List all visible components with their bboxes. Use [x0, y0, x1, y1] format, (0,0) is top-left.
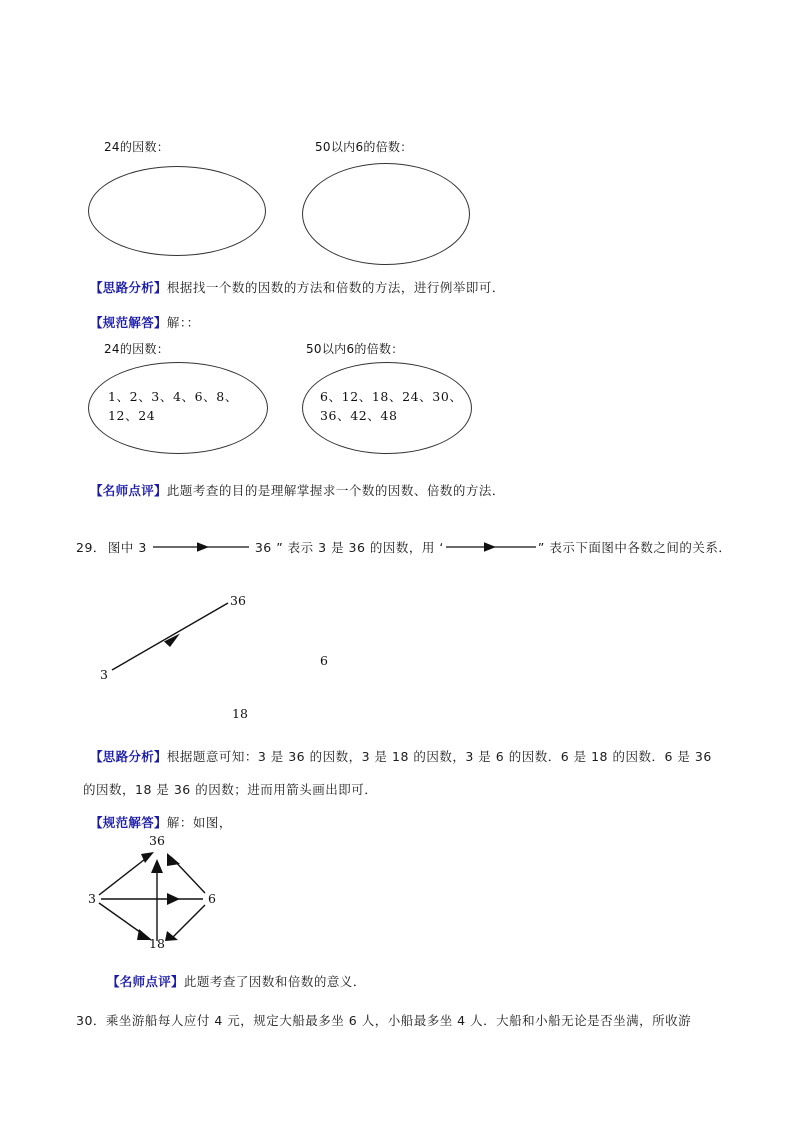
q29-problem-diagram: [80, 585, 380, 725]
q28-comment-row: [90, 481, 505, 499]
q29-number: 29．: [76, 540, 106, 555]
left-values-line-2: 12、24: [108, 408, 156, 423]
answer-set-left-label: 24的因数：: [104, 342, 170, 356]
comment-tag: 【名师点评】: [90, 483, 167, 498]
blank-set-right-label: 50以内6的倍数：: [315, 140, 413, 154]
q29-stem-row: [76, 538, 731, 556]
q29-answer-node-36: 36: [149, 833, 165, 848]
inline-arrow-icon-2: [446, 541, 536, 553]
blank-ellipse-right: [302, 163, 470, 265]
analysis-tag: 【思路分析】: [90, 280, 167, 295]
q30-text: 乘坐游船每人应付 4 元，规定大船最多坐 6 人，小船最多坐 4 人．大船和小船无论是否坐满，所收游: [105, 1013, 692, 1028]
answer-tag: 【规范解答】: [90, 315, 167, 330]
q29-answer-node-6: 6: [208, 891, 216, 906]
q29-comment-row: [107, 972, 366, 990]
answer-tag-2: 【规范解答】: [90, 815, 167, 830]
analysis-tag-2: 【思路分析】: [90, 749, 167, 764]
q28-analysis-text: 根据找一个数的因数的方法和倍数的方法，进行例举即可．: [166, 280, 505, 295]
answer-ellipse-right-content: [320, 387, 472, 425]
answer-ellipse-left-content: [108, 387, 258, 425]
q29-stem-part2: 36 ” 表示 3 是 36 的因数，用 ‘: [254, 540, 444, 555]
q30-number: 30．: [76, 1013, 106, 1028]
q29-stem-part1: 图中 3: [107, 540, 147, 555]
q28-answer-prefix: 解：：: [166, 315, 200, 330]
q28-answer-row: [90, 313, 200, 331]
blank-ellipse-left: [88, 166, 266, 256]
q28-analysis-row: [90, 278, 505, 296]
q29-problem-node-6: 6: [320, 653, 328, 668]
q29-comment-text: 此题考查了因数和倍数的意义．: [183, 974, 366, 989]
q29-problem-node-36: 36: [230, 593, 246, 608]
q29-analysis-line1: 根据题意可知：3 是 36 的因数，3 是 18 的因数，3 是 6 的因数．6 是 18 的因数．6 是 36: [166, 749, 712, 764]
q29-problem-node-3: 3: [100, 667, 108, 682]
answer-set-right-label: 50以内6的倍数：: [306, 342, 404, 356]
q29-answer-node-18: 18: [149, 936, 165, 951]
q29-answer-row: [90, 813, 232, 831]
right-values-line-2: 36、42、48: [320, 408, 398, 423]
q29-problem-node-18: 18: [232, 706, 248, 721]
q29-answer-prefix: 解：如图，: [166, 815, 232, 830]
comment-tag-2: 【名师点评】: [107, 974, 184, 989]
q29-analysis-row: [90, 747, 712, 765]
q29-answer-node-3: 3: [88, 891, 96, 906]
q30-row: [76, 1011, 691, 1029]
right-values-line-1: 6、12、18、24、30、: [320, 389, 463, 404]
q29-analysis-line2: 的因数，18 是 36 的因数；进而用箭头画出即可．: [83, 782, 378, 797]
q29-answer-diagram: [75, 833, 235, 958]
blank-set-left-label: 24的因数：: [104, 140, 170, 154]
q29-stem-part3: ” 表示下面图中各数之间的关系．: [537, 540, 732, 555]
q28-comment-text: 此题考查的目的是理解掌握求一个数的因数、倍数的方法．: [166, 483, 505, 498]
inline-arrow-icon-1: [153, 541, 249, 553]
left-values-line-1: 1、2、3、4、6、8、: [108, 389, 238, 404]
